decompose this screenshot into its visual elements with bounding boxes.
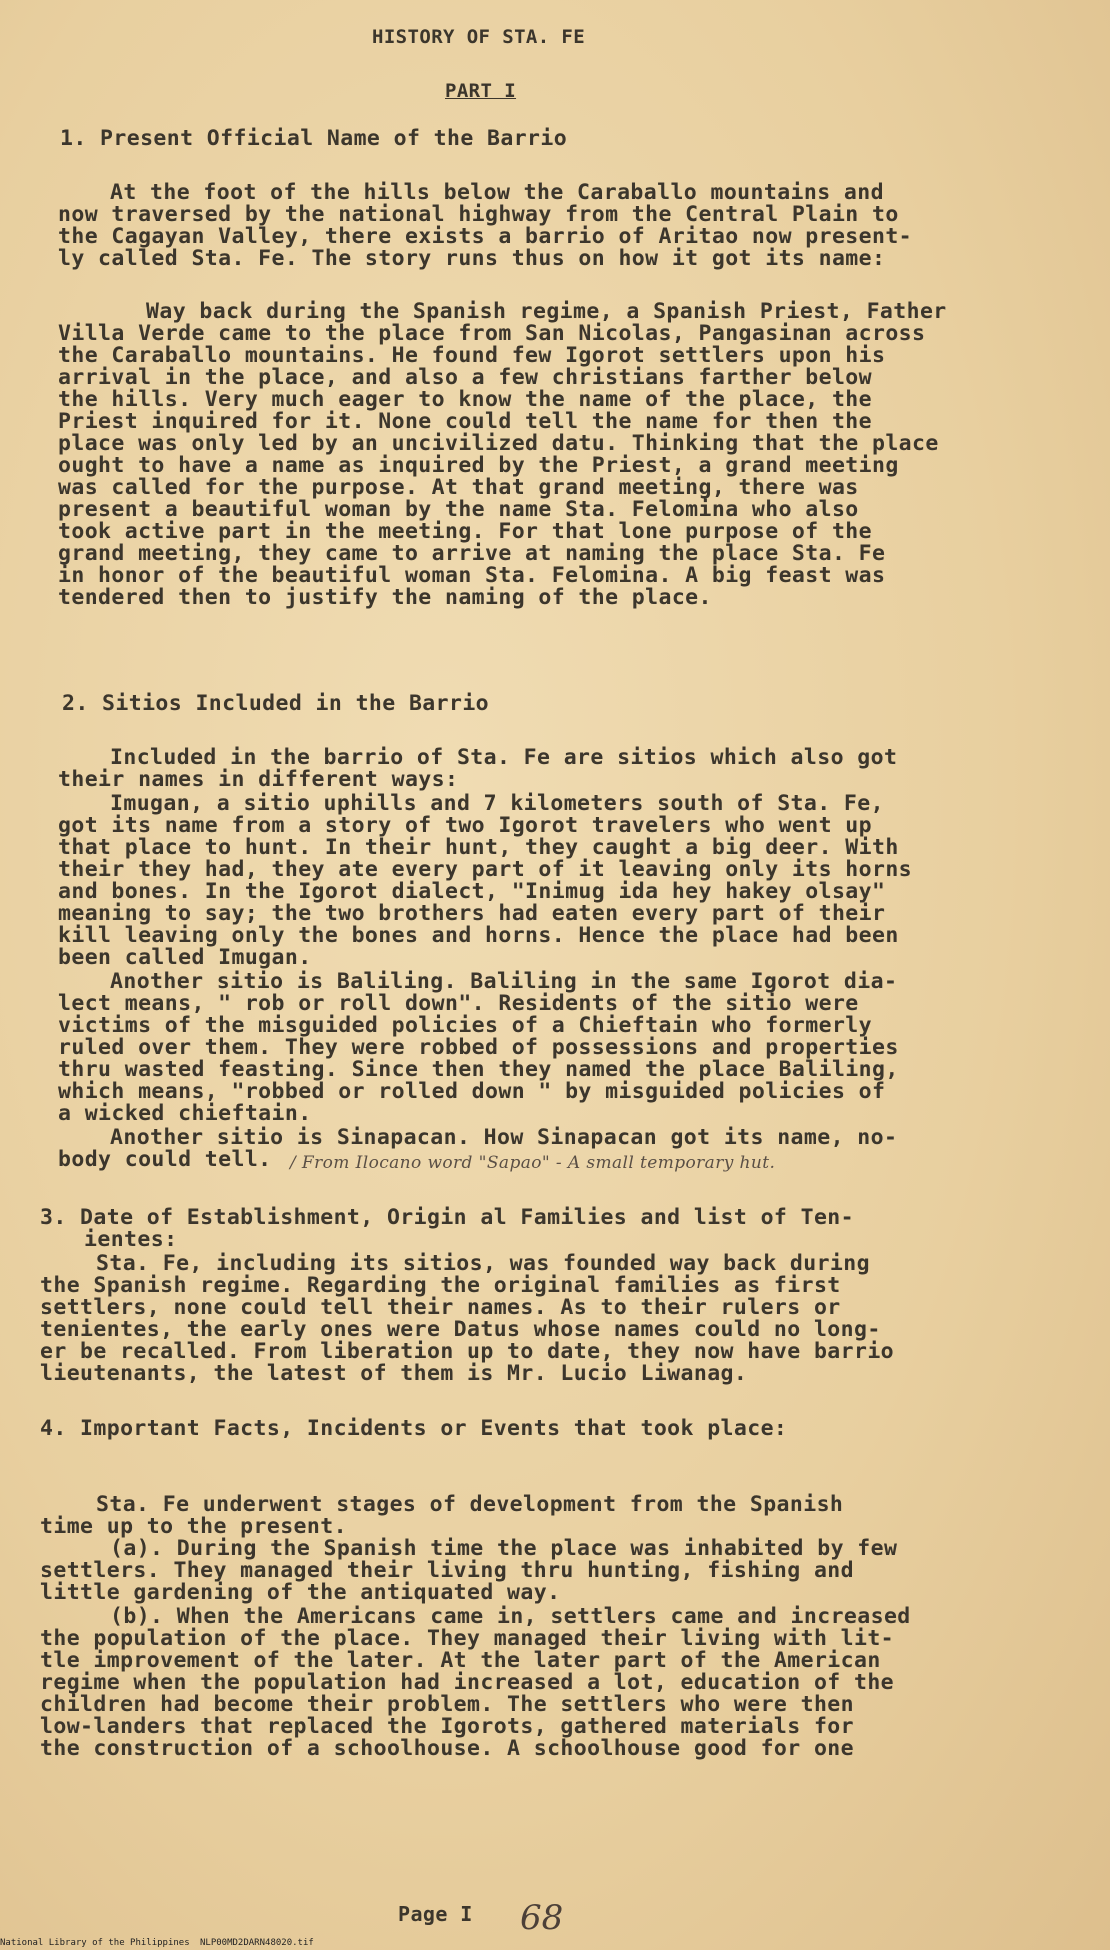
- text-line: settlers, none could tell their names. As to their rulers or: [40, 1295, 841, 1320]
- text-line: took active part in the meeting. For that lone purpose of the: [58, 519, 872, 544]
- text-line: thru wasted feasting. Since then they named the place Baliling,: [58, 1057, 899, 1082]
- section-heading-4: 4. Important Facts, Incidents or Events that took place:: [40, 1416, 788, 1441]
- section-heading-3: 3. Date of Establishment, Origin al Families and list of Ten-: [40, 1205, 854, 1230]
- folio-number: 68: [520, 1898, 564, 1938]
- text-line: Way back during the Spanish regime, a Spanish Priest, Father: [146, 299, 947, 324]
- text-line: was called for the purpose. At that grand meeting, there was: [58, 475, 859, 500]
- text-line: er be recalled. From liberation up to date, they now have barrio: [40, 1339, 895, 1364]
- text-line: ought to have a name as inquired by the Priest, a grand meeting: [58, 453, 899, 478]
- text-line: Imugan, a sitio uphills and 7 kilometers south of Sta. Fe,: [110, 791, 884, 816]
- text-line: the construction of a schoolhouse. A schoolhouse good for one: [40, 1736, 854, 1761]
- text-line: now traversed by the national highway from the Central Plain to: [58, 202, 899, 227]
- page-label: Page I: [398, 1902, 473, 1926]
- text-line: Sta. Fe underwent stages of development from the Spanish: [96, 1492, 844, 1517]
- text-line: tendered then to justify the naming of the place.: [58, 585, 712, 610]
- section-heading-1: 1. Present Official Name of the Barrio: [60, 126, 568, 151]
- text-line: victims of the misguided policies of a Chieftain who formerly: [58, 1013, 872, 1038]
- text-line: Another sitio is Baliling. Baliling in the same Igorot dia-: [110, 969, 898, 994]
- text-line: arrival in the place, and also a few christians farther below: [58, 365, 872, 390]
- text-line: a wicked chieftain.: [58, 1101, 312, 1126]
- text-line: lieutenants, the latest of them is Mr. Lucio Liwanag.: [40, 1361, 748, 1386]
- text-line: kill leaving only the bones and horns. Hence the place had been: [58, 923, 899, 948]
- text-line: place was only led by an uncivilized datu. Thinking that the place: [58, 431, 939, 456]
- text-line: (a). During the Spanish time the place was inhabited by few: [110, 1536, 898, 1561]
- text-line: Villa Verde came to the place from San Nicolas, Pangasinan across: [58, 321, 926, 346]
- text-line: time up to the present.: [40, 1514, 347, 1539]
- text-line: Another sitio is Sinapacan. How Sinapacan got its name, no-: [110, 1125, 898, 1150]
- text-line: in honor of the beautiful woman Sta. Felomina. A big feast was: [58, 563, 886, 588]
- text-line: children had become their problem. The settlers who were then: [40, 1692, 854, 1717]
- text-line: tenientes, the early ones were Datus whose names could no long-: [40, 1317, 881, 1342]
- text-line: got its name from a story of two Igorot travelers who went up: [58, 813, 872, 838]
- text-line: meaning to say; the two brothers had eaten every part of their: [58, 901, 886, 926]
- document-title: HISTORY OF STA. FE: [372, 26, 586, 48]
- text-line: lect means, " rob or roll down". Residents of the sitio were: [58, 991, 859, 1016]
- text-line: been called Imugan.: [58, 945, 312, 970]
- text-line: Included in the barrio of Sta. Fe are sitios which also got: [110, 745, 898, 770]
- text-line: ly called Sta. Fe. The story runs thus on how it got its name:: [58, 246, 886, 271]
- section-heading-2: 2. Sitios Included in the Barrio: [62, 691, 490, 716]
- text-line: Sta. Fe, including its sitios, was founded way back during: [96, 1251, 870, 1276]
- text-line: the Cagayan Valley, there exists a barrio of Aritao now present-: [58, 224, 913, 249]
- text-line: ruled over them. They were robbed of possessions and properties: [58, 1035, 899, 1060]
- text-line: At the foot of the hills below the Caraballo mountains and: [110, 180, 884, 205]
- credit-right: NLP00MD2DARN48020.tif: [200, 1938, 314, 1948]
- text-line: their names in different ways:: [58, 767, 459, 792]
- handwritten-note: / From Ilocano word "Sapao" - A small temporary hut.: [290, 1153, 776, 1173]
- text-line: the hills. Very much eager to know the name of the place, the: [58, 387, 872, 412]
- text-line: the Spanish regime. Regarding the original families as first: [40, 1273, 841, 1298]
- part-heading: PART I: [445, 80, 517, 102]
- text-line: that place to hunt. In their hunt, they caught a big deer. With: [58, 835, 899, 860]
- text-line: their they had, they ate every part of it leaving only its horns: [58, 857, 913, 882]
- credit-left: National Library of the Philippines: [0, 1938, 190, 1948]
- text-line: low-landers that replaced the Igorots, gathered materials for: [40, 1714, 854, 1739]
- text-line: body could tell.: [58, 1147, 272, 1172]
- text-line: settlers. They managed their living thru hunting, fishing and: [40, 1558, 854, 1583]
- text-line: grand meeting, they came to arrive at naming the place Sta. Fe: [58, 541, 886, 566]
- text-line: and bones. In the Igorot dialect, "Inimug ida hey hakey olsay": [58, 879, 886, 904]
- text-line: present a beautiful woman by the name Sta. Felomina who also: [58, 497, 859, 522]
- text-line: which means, "robbed or rolled down " by misguided policies of: [58, 1079, 886, 1104]
- text-line: tle improvement of the later. At the later part of the American: [40, 1648, 881, 1673]
- text-line: the Caraballo mountains. He found few Igorot settlers upon his: [58, 343, 886, 368]
- text-line: (b). When the Americans came in, settlers came and increased: [110, 1604, 911, 1629]
- text-line: little gardening of the antiquated way.: [40, 1580, 561, 1605]
- text-line: the population of the place. They managed their living with lit-: [40, 1626, 895, 1651]
- text-line: Priest inquired for it. None could tell the name for then the: [58, 409, 872, 434]
- text-line: regime when the population had increased a lot, education of the: [40, 1670, 895, 1695]
- text-line: ientes:: [84, 1227, 178, 1252]
